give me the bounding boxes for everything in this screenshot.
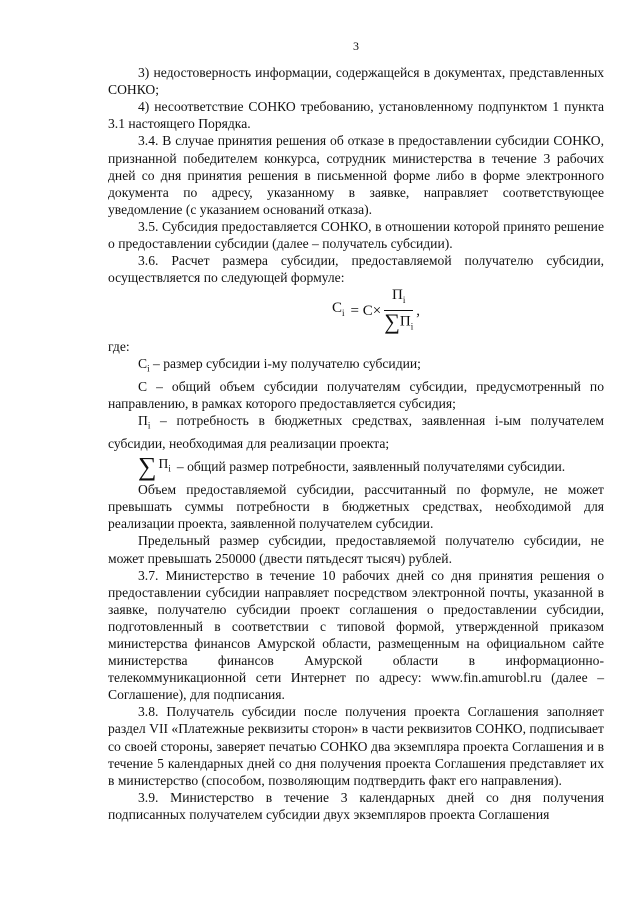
- paragraph-limit-2: Предельный размер субсидии, предоставляемой получателю субсидии, не может превышать 250000 (двести пятьдесят тысяч) рублей.: [108, 533, 604, 566]
- formula-fraction: [384, 287, 413, 336]
- definition-c: C – общий объем субсидии получателям субсидии, предусмотренный по направлению, в рамках которого предоставляется субсидия;: [108, 379, 604, 412]
- paragraph-3-7: 3.7. Министерство в течение 10 рабочих дней со дня принятия решения о предоставлении субсидии направляет посредством электронной почты, указанной в заявке, получателю субсидии проект соглашения о предоставлении субсидии, подготовленный в соответствии с типовой формой, утвержденной приказом министерства финансов Амурской области, размещенным на официальном сайте министерства финансов Амурской области в информационно-телекоммуникационной сети Интернет по адресу: www.fin.amurobl.ru (далее – Соглашение), для подписания.: [108, 567, 604, 703]
- formula-numerator: $П_i$: [392, 287, 406, 305]
- definition-sum-pi: [108, 451, 604, 481]
- subsidy-formula: [148, 288, 604, 334]
- sum-symbol: $П_i$: [158, 456, 171, 475]
- formula-lhs: $C_i$: [331, 300, 345, 319]
- sigma-icon: ∑: [138, 451, 157, 481]
- formula-denominator: $\sum П_i$: [384, 309, 414, 335]
- paragraph-3-8: 3.8. Получатель субсидии после получения проекта Соглашения заполняет раздел VII «Платежные реквизиты сторон» в части реквизитов СОНКО, подписывает со своей стороны, заверяет печатью СОНКО два экземпляра проекта Соглашения и в течение 5 календарных дней со дня получения проекта Соглашения представляет их в министерство (способом, позволяющим подтвердить факт его направления).: [108, 704, 604, 788]
- document-page: [108, 38, 604, 823]
- page-number: 3: [353, 39, 359, 53]
- definition-ci: $C_i$ – размер субсидии i-му получателю субсидии;: [138, 356, 421, 375]
- where-label: где:: [108, 339, 130, 355]
- formula-equals: = C×: [350, 302, 382, 319]
- paragraph-3-6: 3.6. Расчет размера субсидии, предоставляемой получателю субсидии, осуществляется по следующей формуле:: [108, 253, 604, 286]
- paragraph-3-4: 3.4. В случае принятия решения об отказе в предоставлении субсидии СОНКО, признанной победителем конкурса, сотрудник министерства в течение 3 рабочих дней со дня принятия решения в письменной форме либо в форме электронного документа по адресу, указанному в заявке, направляет соответствующее уведомление (с указанием оснований отказа).: [108, 133, 604, 217]
- paragraph-limit-1: Объем предоставляемой субсидии, рассчитанный по формуле, не может превышать суммы потребности в бюджетных средствах, необходимой для реализации проекта, заявленной получателем субсидии.: [108, 482, 604, 532]
- paragraph-item-3: 3) недостоверность информации, содержащейся в документах, представленных СОНКО;: [108, 65, 604, 98]
- paragraph-item-4: 4) несоответствие СОНКО требованию, установленному подпунктом 1 пункта 3.1 настоящего Порядка.: [108, 99, 604, 132]
- sum-text: – общий размер потребности, заявленный получателями субсидии.: [176, 459, 566, 475]
- formula-tail: ,: [416, 302, 420, 319]
- sigma-icon: ∑: [384, 309, 400, 335]
- paragraph-3-5: 3.5. Субсидия предоставляется СОНКО, в отношении которой принято решение о предоставлении субсидии (далее – получатель субсидии).: [108, 218, 604, 252]
- paragraph-3-9: 3.9. Министерство в течение 3 календарных дней со дня получения подписанных получателем субсидии двух экземпляров проекта Соглашения: [108, 789, 604, 822]
- definition-pi: $П_i$ – потребность в бюджетных средствах, заявленная i-ым получателем субсидии, необходимая для реализации проекта;: [108, 413, 604, 452]
